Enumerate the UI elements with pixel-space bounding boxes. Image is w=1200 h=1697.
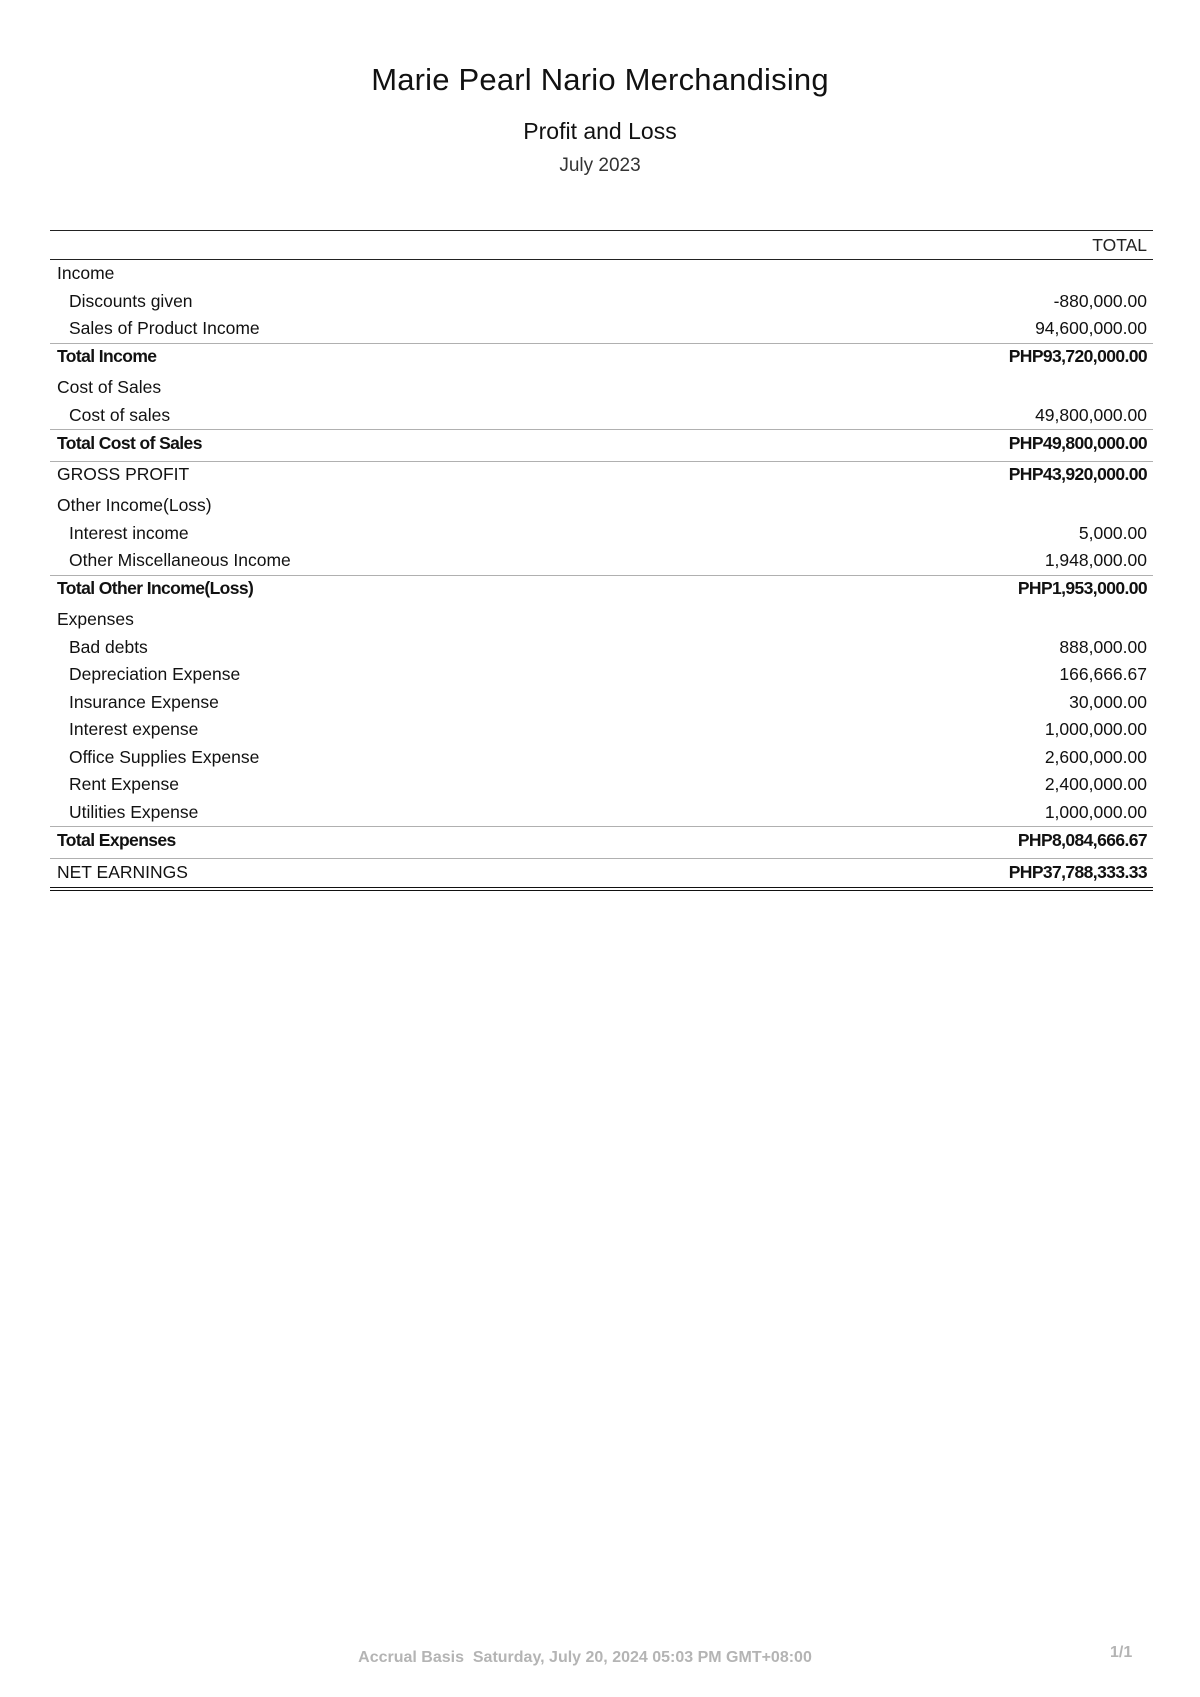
- total-amount: PHP93,720,000.00: [1008, 346, 1147, 367]
- net-earnings-amount: PHP37,788,333.33: [1008, 862, 1147, 882]
- total-label: Total Income: [57, 346, 157, 367]
- row-amount: 2,400,000.00: [1044, 774, 1147, 795]
- net-earnings-row: [50, 858, 1153, 891]
- row-amount: 888,000.00: [1059, 636, 1147, 657]
- column-header-total: TOTAL: [1092, 234, 1147, 255]
- table-header-row: [50, 231, 1153, 260]
- row-amount: 49,800,000.00: [1035, 404, 1147, 425]
- section-label: Cost of Sales: [57, 377, 162, 398]
- total-other-income-row: [50, 575, 1153, 603]
- report-title: Profit and Loss: [523, 118, 677, 144]
- row-amount: 94,600,000.00: [1035, 318, 1147, 339]
- section-expenses-heading: [50, 606, 1153, 634]
- section-other-income-heading: [50, 492, 1153, 520]
- table-row: [50, 634, 1153, 662]
- report-period: July 2023: [559, 155, 641, 176]
- section-cost-of-sales-heading: [50, 374, 1153, 402]
- row-label: Insurance Expense: [69, 691, 219, 712]
- footer-page-number: 1/1: [1110, 1644, 1133, 1661]
- row-label: Interest income: [69, 522, 189, 543]
- row-amount: 1,000,000.00: [1044, 801, 1147, 822]
- total-label: Total Expenses: [57, 829, 176, 850]
- row-label: Cost of sales: [69, 404, 171, 425]
- row-label: Interest expense: [69, 719, 199, 740]
- table-row: [50, 547, 1153, 575]
- total-income-row: [50, 343, 1153, 371]
- total-label: Total Cost of Sales: [57, 432, 202, 453]
- total-amount: PHP49,800,000.00: [1008, 432, 1147, 453]
- row-amount: 166,666.67: [1059, 664, 1147, 685]
- row-label: Utilities Expense: [69, 801, 199, 822]
- table-row: [50, 799, 1153, 827]
- gross-profit-amount: PHP43,920,000.00: [1008, 464, 1147, 485]
- row-amount: 30,000.00: [1069, 691, 1147, 712]
- total-cost-of-sales-row: [50, 429, 1153, 457]
- footer-basis-timestamp: Accrual Basis Saturday, July 20, 2024 05:03 PM GMT+08:00: [358, 1649, 812, 1666]
- row-label: Rent Expense: [69, 774, 179, 795]
- total-amount: PHP1,953,000.00: [1017, 578, 1147, 599]
- table-row: [50, 771, 1153, 799]
- table-row: [50, 288, 1153, 316]
- company-name: Marie Pearl Nario Merchandising: [371, 62, 829, 97]
- row-label: Bad debts: [69, 636, 148, 657]
- table-row: [50, 689, 1153, 717]
- row-amount: 1,948,000.00: [1044, 550, 1147, 571]
- table-row: [50, 744, 1153, 772]
- row-amount: 2,600,000.00: [1044, 746, 1147, 767]
- table-row: [50, 315, 1153, 343]
- total-expenses-row: [50, 826, 1153, 854]
- total-label: Total Other Income(Loss): [57, 578, 254, 599]
- gross-profit-label: GROSS PROFIT: [57, 464, 190, 485]
- total-amount: PHP8,084,666.67: [1017, 829, 1147, 850]
- section-label: Other Income(Loss): [57, 495, 212, 516]
- section-label: Expenses: [57, 609, 134, 630]
- row-label: Depreciation Expense: [69, 664, 241, 685]
- table-row: [50, 716, 1153, 744]
- gross-profit-row: [50, 461, 1153, 489]
- net-earnings-label: NET EARNINGS: [57, 862, 188, 882]
- table-row: [50, 520, 1153, 548]
- row-amount: 1,000,000.00: [1044, 719, 1147, 740]
- row-amount: 5,000.00: [1078, 522, 1147, 543]
- row-label: Other Miscellaneous Income: [69, 550, 291, 571]
- section-income-heading: [50, 260, 1153, 288]
- row-label: Sales of Product Income: [69, 318, 260, 339]
- table-row: [50, 661, 1153, 689]
- table-row: [50, 402, 1153, 430]
- row-amount: -880,000.00: [1053, 290, 1147, 311]
- section-label: Income: [57, 263, 115, 284]
- profit-loss-table: [50, 230, 1153, 891]
- row-label: Discounts given: [69, 290, 193, 311]
- row-label: Office Supplies Expense: [69, 746, 260, 767]
